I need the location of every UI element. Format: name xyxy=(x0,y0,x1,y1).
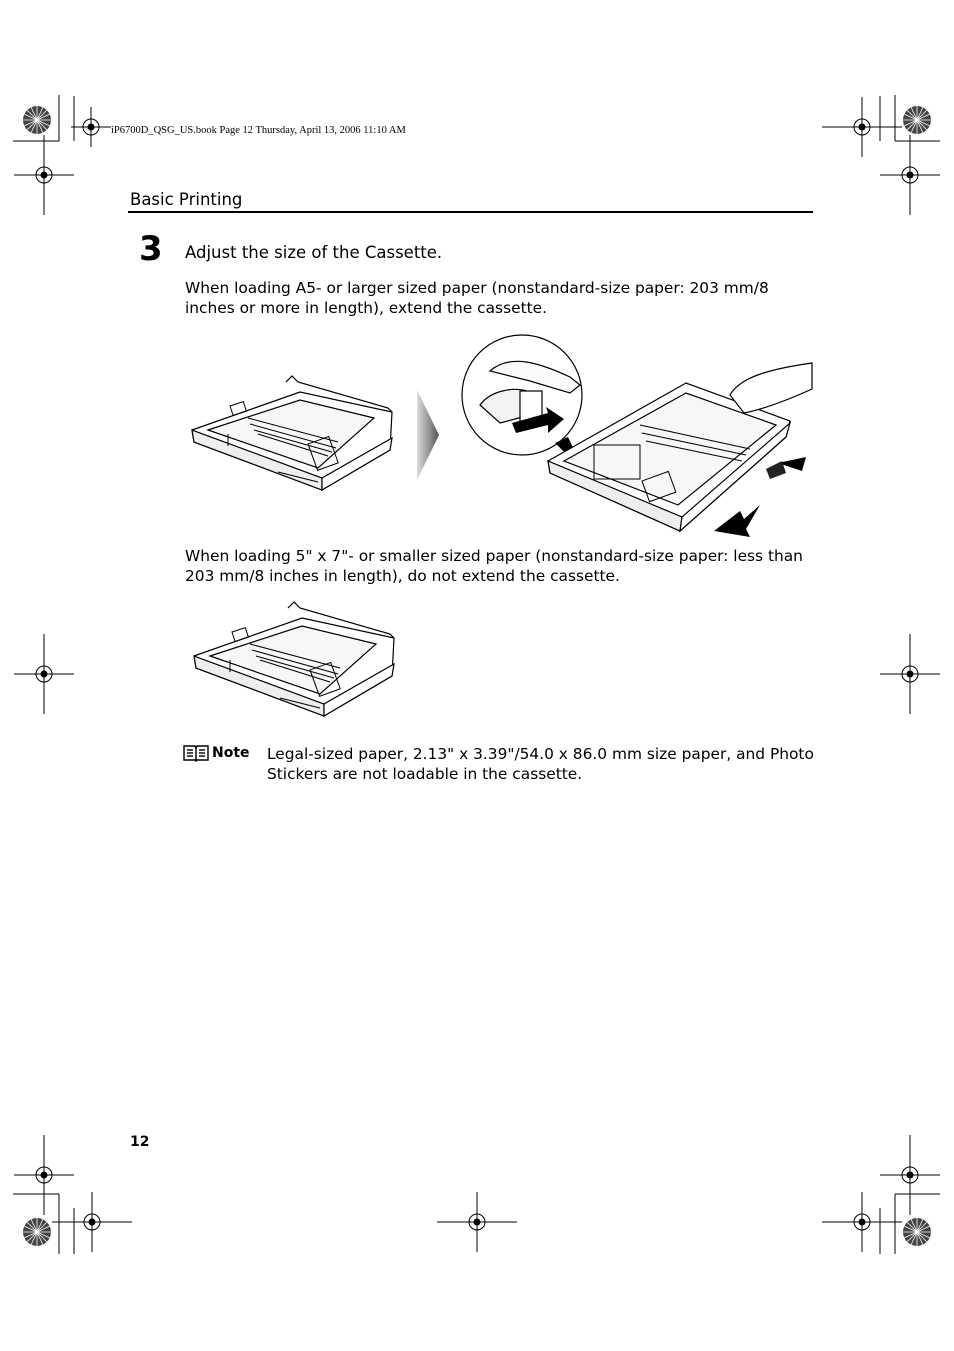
color-target-icon xyxy=(902,105,932,135)
color-target-icon xyxy=(22,1217,52,1247)
registration-mark-icon xyxy=(822,1192,902,1252)
note-label-text: Note xyxy=(212,745,250,761)
step-heading: Adjust the size of the Cassette. xyxy=(185,243,443,262)
step-number: 3 xyxy=(139,229,163,269)
registration-mark-icon xyxy=(880,634,940,714)
book-slug: iP6700D_QSG_US.book Page 12 Thursday, April 13, 2006 11:10 AM xyxy=(111,125,406,136)
registration-mark-icon xyxy=(14,634,74,714)
cassette-extend-illustration xyxy=(460,333,815,533)
note-label xyxy=(182,744,250,762)
registration-mark-icon xyxy=(71,107,111,147)
instruction-extend: When loading A5- or larger sized paper (nonstandard-size paper: 203 mm/8 inches or more in length), extend the cassette. xyxy=(185,279,769,317)
cassette-small-illustration xyxy=(190,598,400,723)
note-text: Legal-sized paper, 2.13" x 3.39"/54.0 x 86.0 mm size paper, and Photo Stickers are not loadable in the cassette. xyxy=(267,745,814,783)
registration-mark-icon xyxy=(880,135,940,215)
instruction-no-extend: When loading 5" x 7"- or smaller sized paper (nonstandard-size paper: less than 203 mm/8 inches in length), do not extend the cassette. xyxy=(185,547,803,585)
book-icon xyxy=(182,744,210,762)
arrow-right-icon xyxy=(415,390,441,480)
registration-mark-icon xyxy=(52,1192,132,1252)
cassette-illustration xyxy=(188,372,398,497)
color-target-icon xyxy=(902,1217,932,1247)
registration-mark-icon xyxy=(437,1192,517,1252)
registration-mark-icon xyxy=(14,135,74,215)
page-number: 12 xyxy=(130,1134,150,1150)
color-target-icon xyxy=(22,105,52,135)
section-title: Basic Printing xyxy=(130,190,243,209)
header-rule xyxy=(128,211,813,213)
